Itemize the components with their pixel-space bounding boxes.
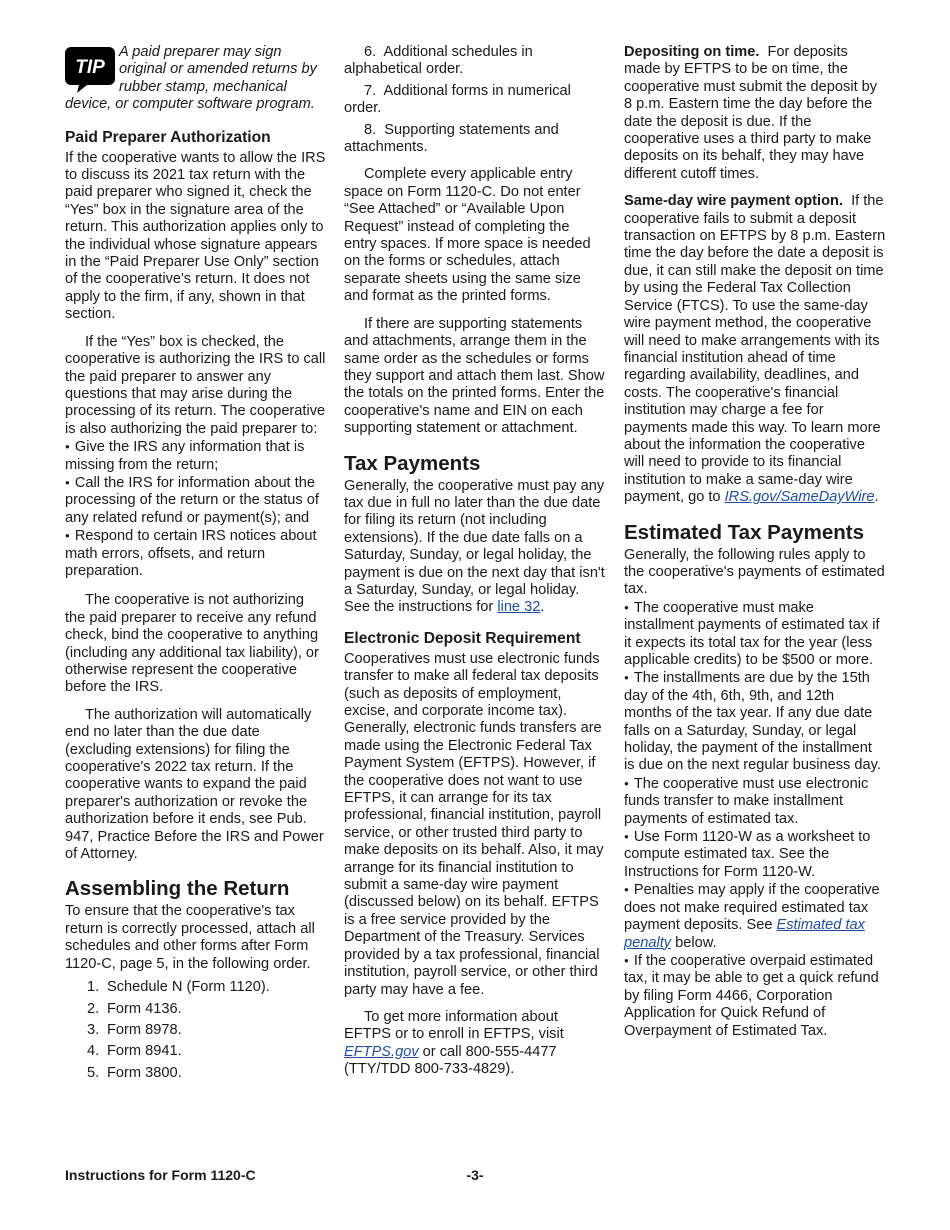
complete-entry-paragraph: Complete every applicable entry space on Form 1120-C. Do not enter “See Attached” or “Available Upon Request” instead of completing the entry spaces. If more space is needed on the forms or schedules, attach separate sheets using the same size and format as the printed forms. xyxy=(344,166,591,305)
page-number: -3- xyxy=(466,1167,484,1183)
same-day-wire-paragraph: Same-day wire payment option. If the cooperative fails to submit a deposit transaction on EFTPS by 8 p.m. Eastern time the day before the date a deposit is due, it can still make the deposit on time by using the Federal Tax Collection Service (FTCS). To use the same-day wire payment method, the cooperative will need to make arrangements with its financial institution ahead of time regarding availability, deadlines, and costs. The cooperative's financial institution may charge a fee for payments made this way. To learn more about the information the cooperative will need to provide to its financial institution to make a same-day wire payment, go to IRS.gov/SameDayWire. xyxy=(624,193,886,506)
column-2 xyxy=(344,44,606,1089)
ppa-paragraph-1: If the cooperative wants to allow the IRS to discuss its 2021 tax return with the paid preparer who signed it, check the “Yes” box in the signature area of the return. This authorization applies only to the individual whose signature appears in the “Paid Preparer Use Only” section of the cooperative's return. It does not apply to the firm, if any, shown in that section. xyxy=(65,149,326,323)
ppa-paragraph-2: If the “Yes” box is checked, the cooperative is authorizing the IRS to call the paid preparer to answer any questions that may arise during the processing of its return. The cooperative is also authorizing the paid preparer to: xyxy=(65,333,326,437)
etp-bullet-penalty: ● Penalties may apply if the cooperative does not make required estimated tax payment deposits. See Estimated tax penalty below. xyxy=(624,881,886,952)
order-list-item: 2. Form 4136. xyxy=(87,1000,182,1017)
tax-payments-paragraph: Generally, the cooperative must pay any tax due in full no later than the due date for filing its return (not including extensions). If the due date falls on a Saturday, Sunday, or legal holiday, the payment is due on the next day that isn't a Saturday, Sunday, or legal holiday. See the instructions for line 32. xyxy=(344,477,605,616)
etp-bullet: ● The cooperative must use electronic funds transfer to make installment payments of estimated tax. xyxy=(624,775,886,828)
electronic-deposit-requirement-heading: Electronic Deposit Requirement xyxy=(344,629,581,647)
order-list-item: 6. Additional schedules in alphabetical order. xyxy=(344,44,533,78)
depositing-on-time-paragraph: Depositing on time. For deposits made by EFTPS to be on time, the cooperative must submit the deposit by 8 p.m. Eastern time the day before the date the deposit is due. If the cooperative uses a third party to make deposits on its behalf, they may have different cutoff times. xyxy=(624,44,878,182)
etp-intro: Generally, the following rules apply to the cooperative's payments of estimated tax. xyxy=(624,546,885,598)
order-list-item: 1. Schedule N (Form 1120). xyxy=(87,979,270,996)
order-list-item: 5. Form 3800. xyxy=(87,1064,182,1081)
order-list-item: 8. Supporting statements and attachments. xyxy=(344,121,559,156)
ppa-paragraph-3: The cooperative is not authorizing the paid preparer to receive any refund check, bind the cooperative to anything (including any additional tax liability), or otherwise represent the cooperative before the IRS. xyxy=(65,592,319,696)
ppa-bullet: ● Give the IRS any information that is missing from the return; xyxy=(65,438,327,474)
column-3 xyxy=(624,44,886,1040)
order-list-item: 3. Form 8978. xyxy=(87,1021,182,1038)
assembling-the-return-heading: Assembling the Return xyxy=(65,877,290,901)
line-32-link[interactable]: line 32 xyxy=(497,599,541,616)
estimated-tax-penalty-link[interactable]: Estimated tax penalty xyxy=(624,917,865,951)
column-1 xyxy=(65,44,327,1086)
ppa-bullet: ● Call the IRS for information about the processing of the return or the status of any related refund or payment(s); and xyxy=(65,474,327,527)
etp-bullet: ● The cooperative must make installment payments of estimated tax if it expects its total tax for the year (less applicable credits) to be $500 or more. xyxy=(624,599,886,670)
assembling-paragraph: To ensure that the cooperative's tax return is correctly processed, attach all schedules and other forms after Form 1120-C, page 5, in the following order. xyxy=(65,903,315,972)
supporting-statements-paragraph: If there are supporting statements and attachments, arrange them in the same order as the schedules or forms they support and attach them last. Show the totals on the printed forms. Enter the cooperative's name and EIN on each supporting statement or attachment. xyxy=(344,315,605,437)
tip-text: A paid preparer may sign original or amended returns by rubber stamp, mechanical device, or computer software program. xyxy=(65,44,317,113)
estimated-tax-payments-heading: Estimated Tax Payments xyxy=(624,520,865,544)
tax-payments-heading: Tax Payments xyxy=(344,451,481,475)
etp-bullet: ● The installments are due by the 15th day of the 4th, 6th, 9th, and 12th months of the tax year. If any due date falls on a Saturday, Sunday, or legal holiday, the payment of the installment is due on the next regular business day. xyxy=(624,669,886,774)
eftps-link[interactable]: EFTPS.gov xyxy=(344,1043,419,1060)
ppa-bullet: ● Respond to certain IRS notices about math errors, offsets, and return preparation. xyxy=(65,527,327,580)
edr-paragraph-1: Cooperatives must use electronic funds transfer to make all federal tax deposits (such as deposits of employment, excise, and corporate income tax). Generally, electronic funds transfers are made using the Electronic Federal Tax Payment System (EFTPS). However, if the cooperative does not want to use EFTPS, it can arrange for its tax professional, financial institution, payroll service, or other trusted third party to make deposits on its behalf. Also, it may arrange for its financial institution to submit a same-day wire payment (discussed below) on its behalf. EFTPS is a free service provided by the Department of the Treasury. Services provided by a tax professional, financial institution, payroll service, or other third party may have a fee. xyxy=(344,650,604,998)
same-day-wire-link[interactable]: IRS.gov/SameDayWire xyxy=(724,489,875,506)
ppa-paragraph-4: The authorization will automatically end no later than the due date (excluding extensions) for filing the cooperative's 2022 tax return. If the cooperative wants to expand the paid preparer's authorization or revoke the authorization before it ends, see Pub. 947, Practice Before the IRS and Power of Attorney. xyxy=(65,706,324,863)
tip-icon xyxy=(65,47,115,93)
order-list-item: 7. Additional forms in numerical order. xyxy=(344,82,571,117)
tip-box xyxy=(65,44,327,114)
etp-bullet: ● If the cooperative overpaid estimated tax, it may be able to get a quick refund by filing Form 4466, Corporation Application for Quick Refund of Overpayment of Estimated Tax. xyxy=(624,952,886,1040)
paid-preparer-authorization-heading: Paid Preparer Authorization xyxy=(65,128,271,146)
etp-bullet: ● Use Form 1120-W as a worksheet to compute estimated tax. See the Instructions for Form 1120-W. xyxy=(624,828,886,881)
footer-form-title: Instructions for Form 1120-C xyxy=(65,1167,256,1183)
svg-text:TIP: TIP xyxy=(75,57,105,78)
edr-paragraph-2: To get more information about EFTPS or to enroll in EFTPS, visit EFTPS.gov or call 800-555-4477 (TTY/TDD 800-733-4829). xyxy=(344,1008,564,1078)
order-list-item: 4. Form 8941. xyxy=(87,1043,182,1060)
